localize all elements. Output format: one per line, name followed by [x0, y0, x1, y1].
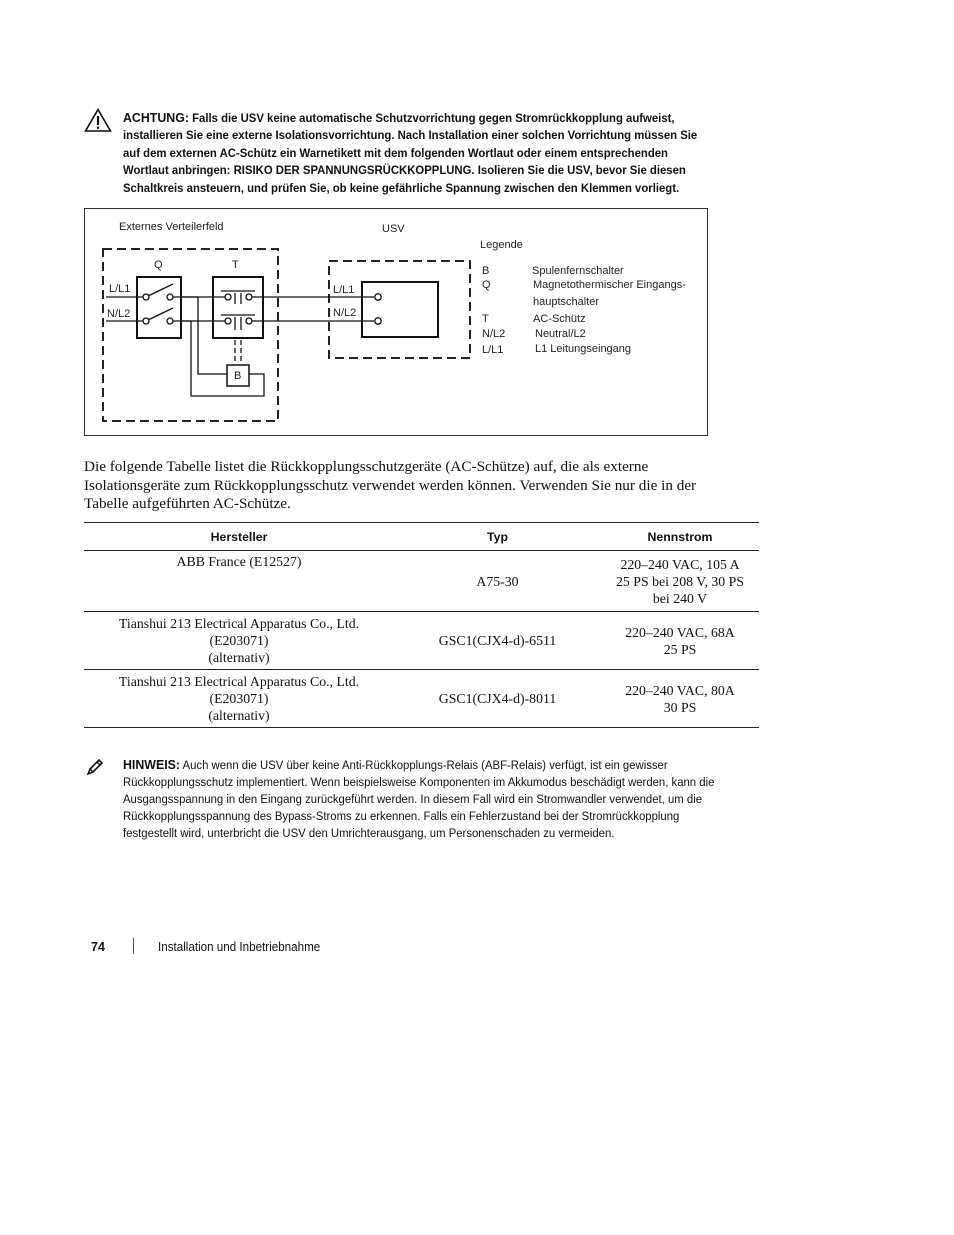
footer-divider	[133, 938, 134, 954]
diagram-frame	[85, 209, 708, 436]
type-cell: A75-30	[394, 551, 601, 612]
note-body: Auch wenn die USV über keine Anti-Rückkopplungs-Relais (ABF-Relais) verfügt, ist ein gewisser Rückkopplungsschutz implementiert. Wenn beispielsweise Komponenten im Akkumodus beschädigt werden, kann die Ausgangsspannung in den Eingang zurückgeführt werden. In diesem Fall wird ein Stromwandler verwendet, um die Rückkopplungsspannung des Bypass-Stroms zu erkennen. Falls ein Fehlerzustand bei der Stromrückkopplung festgestellt wird, unterbricht die USV den Umrichterausgang, um Personenschaden zu vermeiden.	[123, 758, 715, 840]
ups-l1-label: L/L1	[333, 284, 355, 296]
left-l1-label: L/L1	[109, 283, 131, 295]
ups-n2-label: N/L2	[333, 307, 357, 319]
manufacturer-cell: ABB France (E12527)	[84, 551, 394, 612]
legend-key: Q	[482, 279, 491, 291]
b-label: B	[234, 370, 242, 382]
legend-text: AC-Schütz	[533, 313, 586, 325]
table-row	[84, 612, 759, 670]
ups-label: USV	[382, 223, 405, 235]
pencil-note-icon	[86, 758, 104, 776]
table-row	[84, 551, 759, 612]
column-header-type: Typ	[394, 523, 601, 551]
footer-section-title: Installation und Inbetriebnahme	[158, 940, 321, 954]
type-cell: GSC1(CJX4-d)-8011	[394, 670, 601, 728]
page-number: 74	[91, 940, 105, 954]
wiring-diagram	[84, 208, 708, 436]
manufacturer-cell: Tianshui 213 Electrical Apparatus Co., Ltd. (E203071) (alternativ)	[84, 612, 394, 670]
type-cell: GSC1(CJX4-d)-6511	[394, 612, 601, 670]
legend	[482, 265, 686, 356]
ups-unit	[362, 282, 438, 337]
contactor-t	[213, 277, 263, 338]
legend-title: Legende	[480, 239, 523, 251]
note-label: HINWEIS:	[123, 757, 181, 772]
warning-body: Falls die USV keine automatische Schutzvorrichtung gegen Stromrückkopplung aufweist, installieren Sie eine externe Isolationsvorrichtung. Nach Installation einer solchen Vorrichtung müssen Sie auf dem externen AC-Schütz ein Warnetikett mit dem folgenden Wortlaut oder einem entsprechenden Wortlaut anbringen: RISIKO DER SPANNUNGSRÜCKKOPPLUNG. Isolieren Sie die USV, bevor Sie diesen Schaltkreis ansteuern, und prüfen Sie, ob keine gefährliche Spannung zwischen den Klemmen vorliegt.	[123, 111, 698, 195]
table-header-row	[84, 523, 759, 551]
panel-label: Externes Verteilerfeld	[119, 221, 224, 233]
rating-cell: 220–240 VAC, 105 A 25 PS bei 208 V, 30 PS bei 240 V	[601, 551, 759, 612]
legend-key: N/L2	[482, 328, 506, 340]
warning-callout	[123, 109, 709, 197]
legend-key: B	[482, 265, 490, 277]
contactor-table	[84, 522, 759, 728]
warning-triangle-icon	[84, 108, 112, 132]
q-label: Q	[154, 259, 163, 271]
legend-text: hauptschalter	[533, 296, 600, 308]
intro-paragraph: Die folgende Tabelle listet die Rückkopplungsschutzgeräte (AC-Schütze) auf, die als externe Isolationsgeräte zum Rückkopplungsschutz verwendet werden können. Verwenden Sie nur die in der Tabelle aufgeführten AC-Schütze.	[84, 458, 697, 513]
table-row	[84, 670, 759, 728]
breaker-q	[137, 277, 181, 338]
t-label: T	[232, 259, 239, 271]
column-header-rating: Nennstrom	[601, 523, 759, 551]
legend-text: Magnetothermischer Eingangs-	[533, 279, 686, 291]
note-callout	[123, 756, 718, 842]
left-n2-label: N/L2	[107, 308, 131, 320]
warning-label: ACHTUNG:	[123, 110, 189, 125]
legend-key: L/L1	[482, 344, 504, 356]
legend-text: Spulenfernschalter	[532, 265, 624, 277]
legend-key: T	[482, 313, 489, 325]
manufacturer-cell: Tianshui 213 Electrical Apparatus Co., Ltd. (E203071) (alternativ)	[84, 670, 394, 728]
legend-text: L1 Leitungseingang	[535, 343, 632, 355]
rating-cell: 220–240 VAC, 68A 25 PS	[601, 612, 759, 670]
rating-cell: 220–240 VAC, 80A 30 PS	[601, 670, 759, 728]
column-header-manufacturer: Hersteller	[84, 523, 394, 551]
legend-text: Neutral/L2	[535, 328, 586, 340]
